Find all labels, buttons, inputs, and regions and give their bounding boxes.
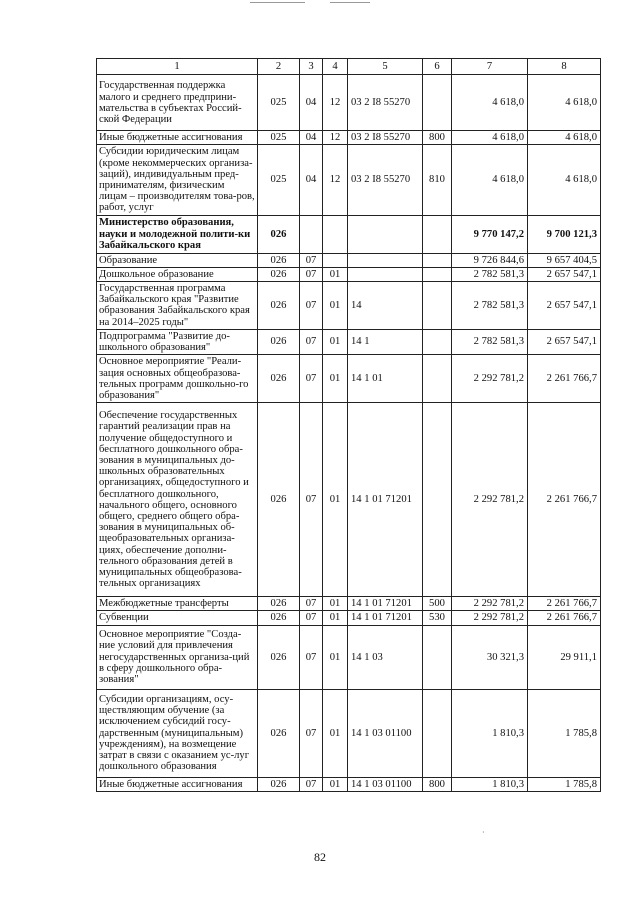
amount-year2-cell: 9 700 121,3 <box>528 215 601 253</box>
subsection-code-cell: 01 <box>323 597 348 611</box>
subsection-code-cell: 01 <box>323 355 348 403</box>
scan-speck: · <box>482 828 485 837</box>
amount-year1-cell: 2 292 781,2 <box>452 403 528 597</box>
expense-type-cell <box>423 253 452 267</box>
admin-code-cell: 026 <box>258 253 300 267</box>
admin-code-cell: 026 <box>258 403 300 597</box>
column-header: 1 <box>97 59 258 75</box>
admin-code-cell: 025 <box>258 75 300 131</box>
amount-year1-cell: 9 726 844,6 <box>452 253 528 267</box>
section-code-cell: 07 <box>300 253 323 267</box>
section-code-cell: 04 <box>300 131 323 145</box>
target-article-cell: 14 1 01 <box>348 355 423 403</box>
subsection-code-cell: 12 <box>323 131 348 145</box>
target-article-cell: 14 1 03 <box>348 625 423 689</box>
admin-code-cell: 026 <box>258 611 300 625</box>
target-article-cell: 14 1 01 71201 <box>348 611 423 625</box>
section-code-cell: 07 <box>300 282 323 330</box>
table-row <box>97 611 601 625</box>
admin-code-cell: 026 <box>258 625 300 689</box>
column-header: 5 <box>348 59 423 75</box>
subsection-code-cell: 01 <box>323 777 348 791</box>
name-cell: Подпрограмма "Развитие до-школьного образования" <box>97 329 258 354</box>
target-article-cell <box>348 267 423 281</box>
amount-year1-cell: 1 810,3 <box>452 777 528 791</box>
amount-year1-cell: 4 618,0 <box>452 75 528 131</box>
subsection-code-cell: 01 <box>323 689 348 777</box>
amount-year1-cell: 2 782 581,3 <box>452 267 528 281</box>
target-article-cell: 14 <box>348 282 423 330</box>
table-row <box>97 777 601 791</box>
table-row <box>97 689 601 777</box>
amount-year2-cell: 4 618,0 <box>528 145 601 215</box>
section-code-cell <box>300 215 323 253</box>
table-row <box>97 329 601 354</box>
subsection-code-cell: 01 <box>323 267 348 281</box>
admin-code-cell: 026 <box>258 777 300 791</box>
column-header: 7 <box>452 59 528 75</box>
amount-year2-cell: 4 618,0 <box>528 131 601 145</box>
column-header: 4 <box>323 59 348 75</box>
section-code-cell: 07 <box>300 267 323 281</box>
expense-type-cell: 800 <box>423 131 452 145</box>
subsection-code-cell: 01 <box>323 329 348 354</box>
table-row <box>97 145 601 215</box>
name-cell: Субсидии юридическим лицам (кроме некоммерческих организа-заций), индивидуальным пред-принимателям, физическим лицам – производителям това-ров, работ, услуг <box>97 145 258 215</box>
name-cell: Обеспечение государственных гарантий реализации прав на получение общедоступного и бесплатного дошкольного обра-зования в муниципальных до-школьных образовательных организациях, общедоступного и бесплатного дошкольного, начального общего, основного общего, среднего общего обра-зования в муниципальных об-щеобразовательных организа-циях, обеспечение дополни-тельного образования детей в муниципальных общеобразова-тельных организациях <box>97 403 258 597</box>
admin-code-cell: 025 <box>258 131 300 145</box>
name-cell: Министерство образования, науки и молодежной полити-ки Забайкальского края <box>97 215 258 253</box>
name-cell: Основное мероприятие "Созда-ние условий для привлечения негосударственных организа-ций в сферу дошкольного обра-зования" <box>97 625 258 689</box>
admin-code-cell: 026 <box>258 215 300 253</box>
table-row <box>97 597 601 611</box>
amount-year2-cell: 2 261 766,7 <box>528 355 601 403</box>
section-code-cell: 07 <box>300 403 323 597</box>
section-code-cell: 07 <box>300 689 323 777</box>
amount-year1-cell: 2 782 581,3 <box>452 282 528 330</box>
section-code-cell: 04 <box>300 75 323 131</box>
amount-year1-cell: 1 810,3 <box>452 689 528 777</box>
expense-type-cell <box>423 625 452 689</box>
expense-type-cell <box>423 267 452 281</box>
name-cell: Иные бюджетные ассигнования <box>97 131 258 145</box>
admin-code-cell: 026 <box>258 689 300 777</box>
amount-year1-cell: 2 292 781,2 <box>452 597 528 611</box>
section-code-cell: 07 <box>300 625 323 689</box>
amount-year1-cell: 2 292 781,2 <box>452 355 528 403</box>
name-cell: Дошкольное образование <box>97 267 258 281</box>
subsection-code-cell: 01 <box>323 611 348 625</box>
expense-type-cell <box>423 282 452 330</box>
section-code-cell: 07 <box>300 329 323 354</box>
name-cell: Межбюджетные трансферты <box>97 597 258 611</box>
table-row <box>97 267 601 281</box>
expense-type-cell: 530 <box>423 611 452 625</box>
table-row <box>97 625 601 689</box>
subsection-code-cell: 01 <box>323 282 348 330</box>
expense-type-cell <box>423 689 452 777</box>
section-code-cell: 07 <box>300 355 323 403</box>
subsection-code-cell: 01 <box>323 403 348 597</box>
target-article-cell: 14 1 03 01100 <box>348 689 423 777</box>
table-row <box>97 253 601 267</box>
expense-type-cell <box>423 355 452 403</box>
amount-year1-cell: 2 292 781,2 <box>452 611 528 625</box>
admin-code-cell: 026 <box>258 597 300 611</box>
column-header: 6 <box>423 59 452 75</box>
amount-year2-cell: 2 657 547,1 <box>528 329 601 354</box>
amount-year2-cell: 9 657 404,5 <box>528 253 601 267</box>
column-header: 3 <box>300 59 323 75</box>
subsection-code-cell: 12 <box>323 145 348 215</box>
target-article-cell: 14 1 01 71201 <box>348 403 423 597</box>
subsection-code-cell <box>323 215 348 253</box>
budget-table <box>96 58 601 792</box>
subsection-code-cell: 01 <box>323 625 348 689</box>
amount-year1-cell: 2 782 581,3 <box>452 329 528 354</box>
expense-type-cell: 800 <box>423 777 452 791</box>
section-code-cell: 04 <box>300 145 323 215</box>
section-code-cell: 07 <box>300 777 323 791</box>
table-row <box>97 403 601 597</box>
amount-year2-cell: 2 657 547,1 <box>528 267 601 281</box>
name-cell: Иные бюджетные ассигнования <box>97 777 258 791</box>
top-rule <box>330 2 370 3</box>
amount-year2-cell: 2 261 766,7 <box>528 611 601 625</box>
column-header: 2 <box>258 59 300 75</box>
admin-code-cell: 026 <box>258 267 300 281</box>
amount-year1-cell: 4 618,0 <box>452 131 528 145</box>
column-header: 8 <box>528 59 601 75</box>
amount-year2-cell: 29 911,1 <box>528 625 601 689</box>
amount-year2-cell: 1 785,8 <box>528 777 601 791</box>
admin-code-cell: 026 <box>258 282 300 330</box>
name-cell: Субвенции <box>97 611 258 625</box>
amount-year2-cell: 2 261 766,7 <box>528 403 601 597</box>
amount-year1-cell: 9 770 147,2 <box>452 215 528 253</box>
admin-code-cell: 025 <box>258 145 300 215</box>
target-article-cell: 03 2 I8 55270 <box>348 131 423 145</box>
section-code-cell: 07 <box>300 611 323 625</box>
target-article-cell: 14 1 <box>348 329 423 354</box>
table-row <box>97 75 601 131</box>
admin-code-cell: 026 <box>258 329 300 354</box>
target-article-cell: 03 2 I8 55270 <box>348 145 423 215</box>
expense-type-cell <box>423 329 452 354</box>
table-header-row <box>97 59 601 75</box>
expense-type-cell <box>423 403 452 597</box>
amount-year2-cell: 4 618,0 <box>528 75 601 131</box>
amount-year2-cell: 2 657 547,1 <box>528 282 601 330</box>
name-cell: Государственная поддержка малого и среднего предприни-мательства в субъектах Россий-ской Федерации <box>97 75 258 131</box>
amount-year2-cell: 2 261 766,7 <box>528 597 601 611</box>
name-cell: Образование <box>97 253 258 267</box>
amount-year1-cell: 4 618,0 <box>452 145 528 215</box>
amount-year1-cell: 30 321,3 <box>452 625 528 689</box>
expense-type-cell: 810 <box>423 145 452 215</box>
target-article-cell: 14 1 01 71201 <box>348 597 423 611</box>
target-article-cell: 03 2 I8 55270 <box>348 75 423 131</box>
expense-type-cell <box>423 75 452 131</box>
expense-type-cell <box>423 215 452 253</box>
subsection-code-cell: 12 <box>323 75 348 131</box>
page-number: 82 <box>314 850 326 864</box>
top-rule <box>250 2 305 3</box>
subsection-code-cell <box>323 253 348 267</box>
target-article-cell: 14 1 03 01100 <box>348 777 423 791</box>
table-row <box>97 282 601 330</box>
section-code-cell: 07 <box>300 597 323 611</box>
table-row <box>97 355 601 403</box>
target-article-cell <box>348 253 423 267</box>
name-cell: Основное мероприятие "Реали-зация основных общеобразова-тельных программ дошкольно-го образования" <box>97 355 258 403</box>
amount-year2-cell: 1 785,8 <box>528 689 601 777</box>
target-article-cell <box>348 215 423 253</box>
admin-code-cell: 026 <box>258 355 300 403</box>
name-cell: Государственная программа Забайкальского края "Развитие образования Забайкальского края на 2014–2025 годы" <box>97 282 258 330</box>
name-cell: Субсидии организациям, осу-ществляющим обучение (за исключением субсидий госу-дарственным (муниципальным) учреждениям), на возмещение затрат в связи с оказанием ус-луг дошкольного образования <box>97 689 258 777</box>
expense-type-cell: 500 <box>423 597 452 611</box>
table-row <box>97 215 601 253</box>
table-row <box>97 131 601 145</box>
